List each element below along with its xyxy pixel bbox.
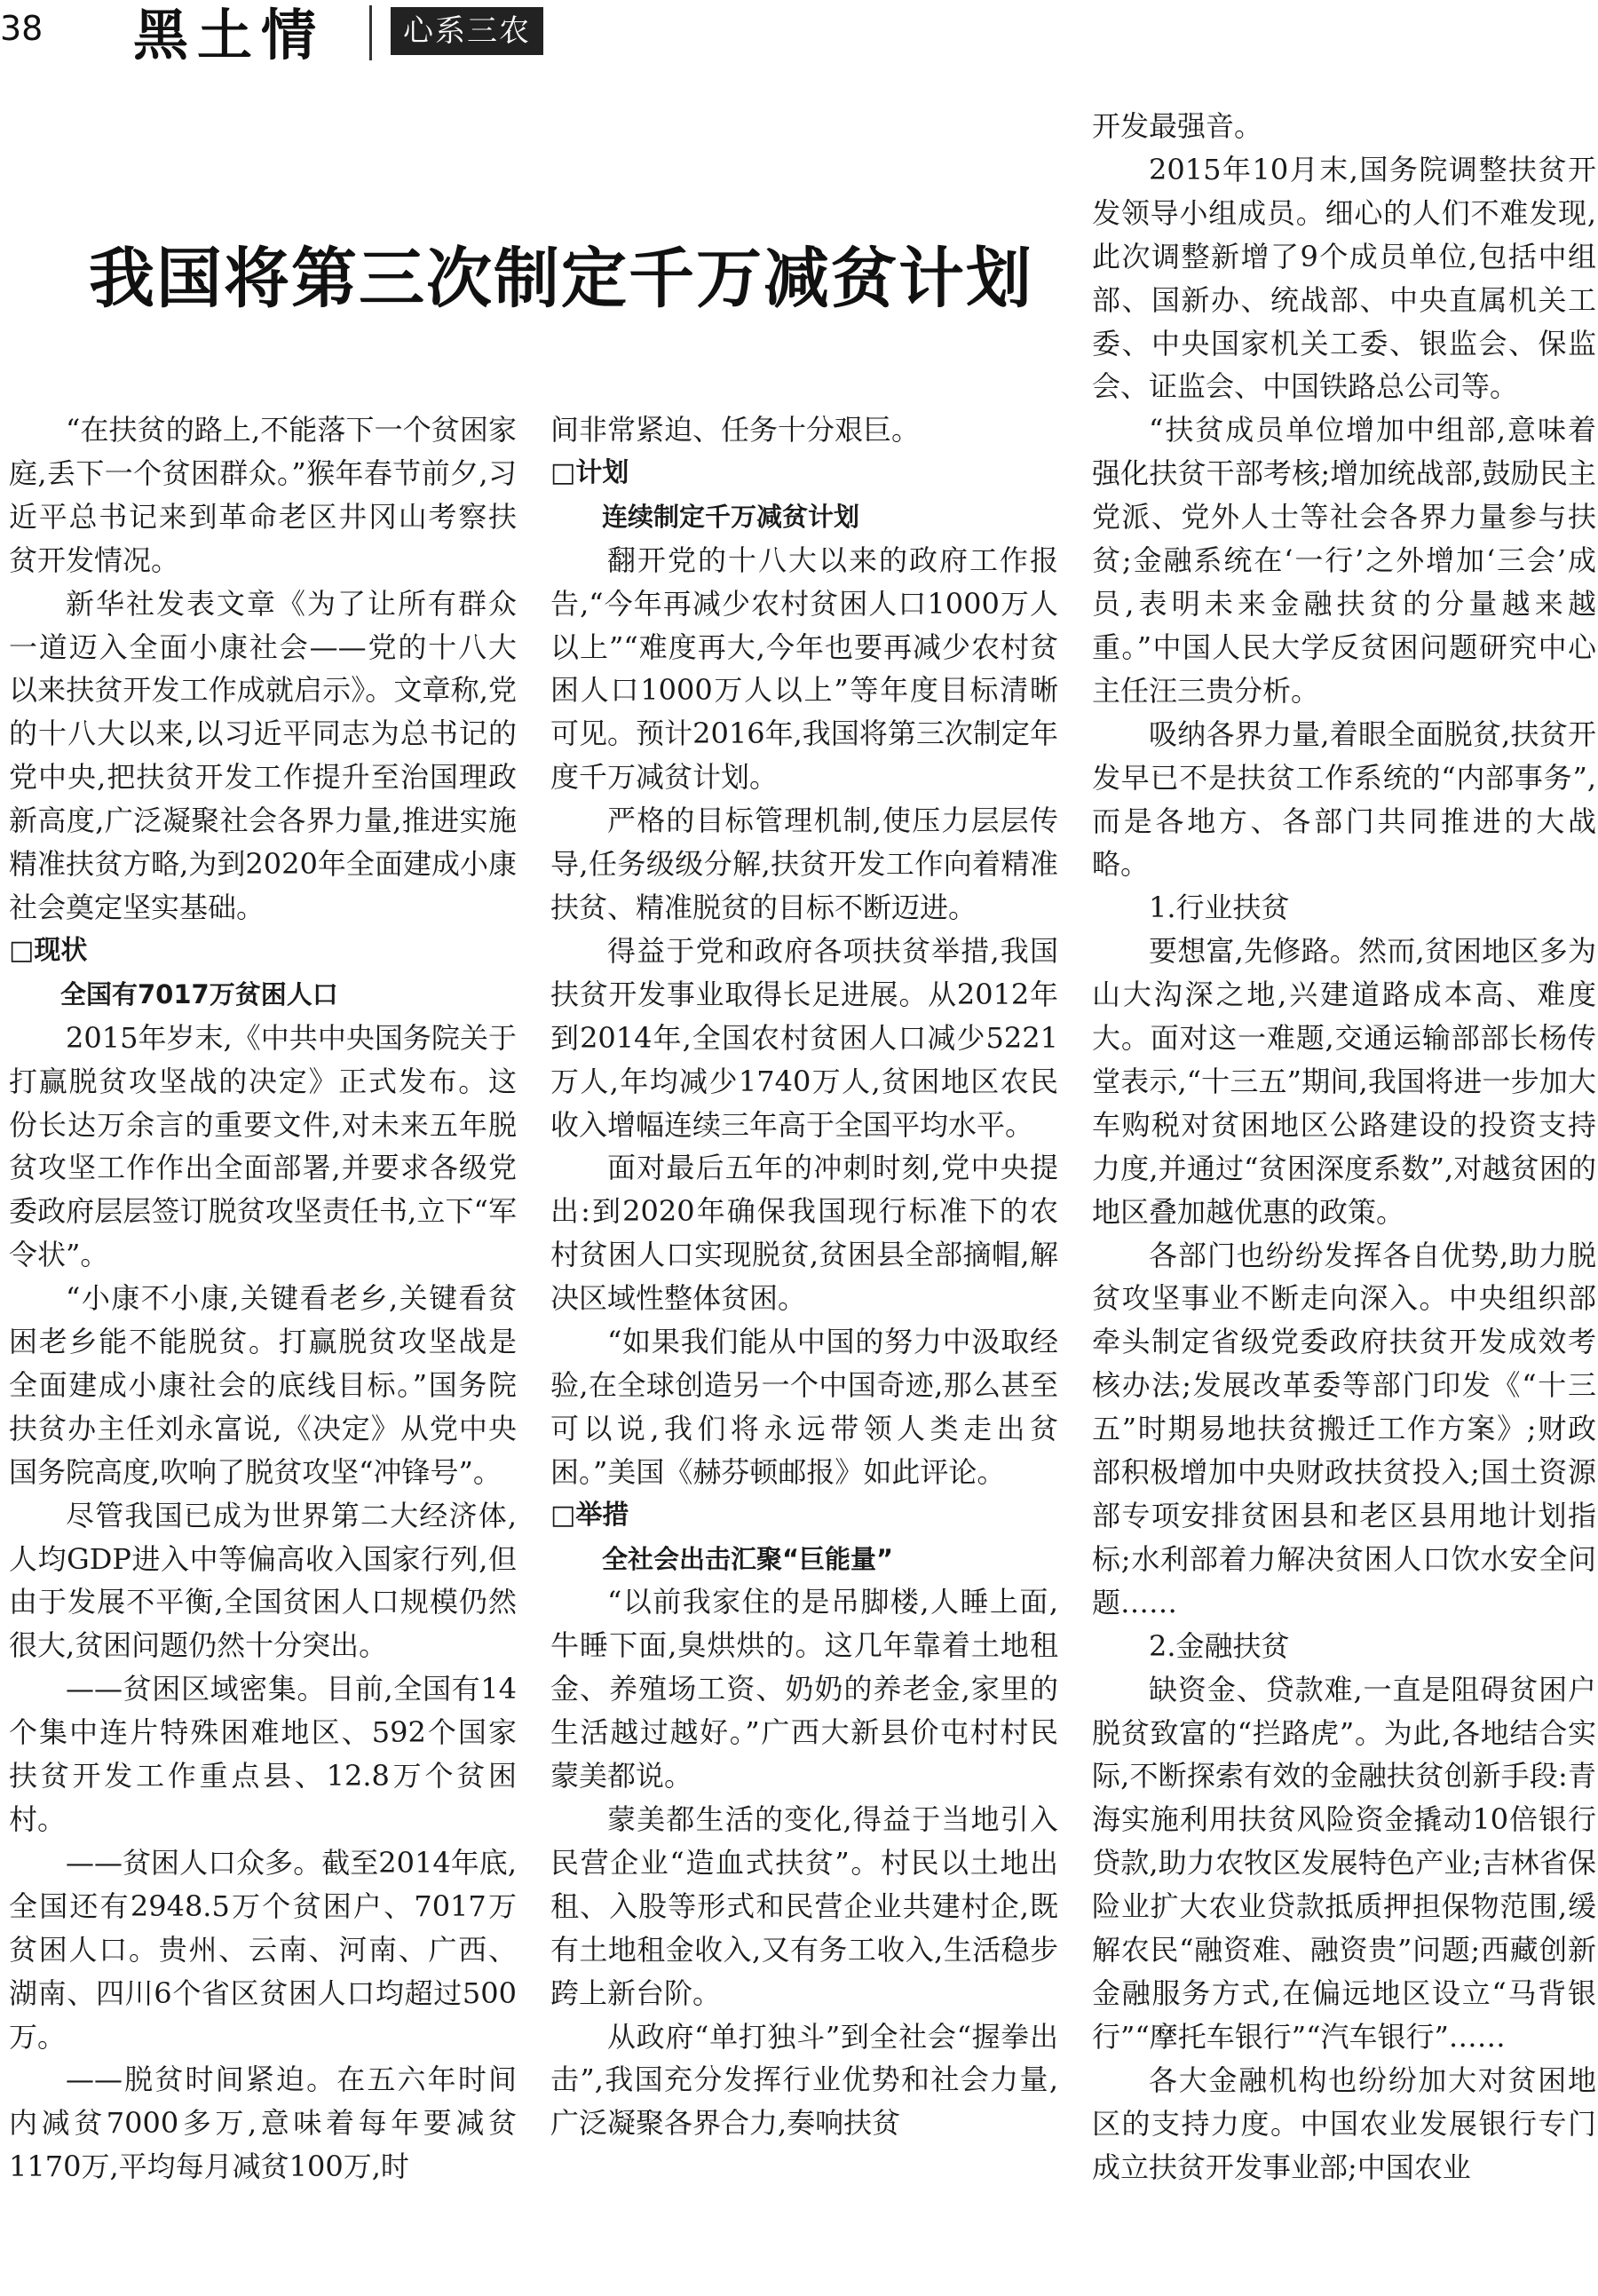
paragraph: 各部门也纷纷发挥各自优势,助力脱贫攻坚事业不断走向深入。中央组织部牵头制定省级党委政府扶贫开发成效考核办法;发展改革委等部门印发《“十三五”时期易地扶贫搬迁工作方案》;财政部积极增加中央财政扶贫投入;国土资源部专项安排贫困县和老区县用地计划指标;水利部着力解决贫困人口饮水安全问题…… (1092, 1238, 1596, 1619)
paragraph-continued: 间非常紧迫、任务十分艰巨。 (550, 413, 921, 447)
paragraph: 缺资金、贷款难,一直是阻碍贫困户脱贫致富的“拦路虎”。为此,各地结合实际,不断探索有效的金融扶贫创新手段:青海实施利用扶贫风险资金撬动10倍银行贷款,助力农牧区发展特色产业;吉林省保险业扩大农业贷款抵质押担保物范围,缓解农民“融资难、融资贵”问题;西藏创新金融服务方式,在偏远地区设立“马背银行”“摩托车银行”“汽车银行”…… (1092, 1672, 1596, 2054)
masthead-divider (369, 5, 372, 60)
page-number: 38 (0, 9, 44, 48)
paragraph: 各大金融机构也纷纷加大对贫困地区的支持力度。中国农业发展银行专门成立扶贫开发事业部;中国农业 (1092, 2062, 1596, 2184)
paragraph: ——贫困区域密集。目前,全国有14个集中连片特殊困难地区、592个国家扶贫开发工作重点县、12.8万个贫困村。 (9, 1672, 517, 1836)
paragraph: 尽管我国已成为世界第二大经济体,人均GDP进入中等偏高收入国家行列,但由于发展不平衡,全国贫困人口规模仍然很大,贫困问题仍然十分突出。 (9, 1498, 517, 1663)
section-heading-measures: □举措 (550, 1499, 629, 1531)
paragraph: 蒙美都生活的变化,得益于当地引入民营企业“造血式扶贫”。村民以土地出租、入股等形式和民营企业共建村企,既有土地租金收入,又有务工收入,生活稳步跨上新台阶。 (550, 1802, 1058, 2010)
section-heading-plan: □计划 (550, 456, 629, 488)
paragraph: “在扶贫的路上,不能落下一个贫困家庭,丢下一个贫困群众。”猴年春节前夕,习近平总书记来到革命老区井冈山考察扶贫开发情况。 (9, 413, 517, 577)
column-3 (1092, 105, 1596, 2189)
column-1 (9, 408, 517, 2189)
paragraph: ——贫困人口众多。截至2014年底,全国还有2948.5万个贫困户、7017万贫困人口。贵州、云南、河南、广西、湖南、四川6个省区贫困人口均超过500万。 (9, 1845, 517, 2054)
section-tag: 心系三农 (391, 7, 543, 55)
list-heading-industry: 1.行业扶贫 (1149, 891, 1290, 925)
list-heading-finance: 2.金融扶贫 (1149, 1628, 1290, 1663)
paragraph: 吸纳各界力量,着眼全面脱贫,扶贫开发早已不是扶贫工作系统的“内部事务”,而是各地方、各部门共同推进的大战略。 (1092, 717, 1596, 882)
paragraph: 2015年10月末,国务院调整扶贫开发领导小组成员。细心的人们不难发现,此次调整新增了9个成员单位,包括中组部、国新办、统战部、中央直属机关工委、中央国家机关工委、银监会、保监会、证监会、中国铁路总公司等。 (1092, 152, 1596, 404)
paragraph: “小康不小康,关键看老乡,关键看贫困老乡能不能脱贫。打赢脱贫攻坚战是全面建成小康社会的底线目标。”国务院扶贫办主任刘永富说,《决定》从党中央国务院高度,吹响了脱贫攻坚“冲锋号”。 (9, 1281, 517, 1489)
paragraph: “扶贫成员单位增加中组部,意味着强化扶贫干部考核;增加统战部,鼓励民主党派、党外人士等社会各界力量参与扶贫;金融系统在‘一行’之外增加‘三会’成员,表明未来金融扶贫的分量越来越重。”中国人民大学反贫困问题研究中心主任汪三贵分析。 (1092, 413, 1596, 708)
paragraph: “以前我家住的是吊脚楼,人睡上面,牛睡下面,臭烘烘的。这几年靠着土地租金、养殖场工资、奶奶的养老金,家里的生活越过越好。”广西大新县价屯村村民蒙美都说。 (550, 1585, 1058, 1793)
subheading: 全国有7017万贫困人口 (60, 978, 338, 1009)
paragraph: 2015年岁末,《中共中央国务院关于打赢脱贫攻坚战的决定》正式发布。这份长达万余言的重要文件,对未来五年脱贫攻坚工作作出全面部署,并要求各级党委政府层层签订脱贫攻坚责任书,立下“军令状”。 (9, 1020, 517, 1272)
paragraph: “如果我们能从中国的努力中汲取经验,在全球创造另一个中国奇迹,那么甚至可以说,我们将永远带领人类走出贫困。”美国《赫芬顿邮报》如此评论。 (550, 1325, 1058, 1489)
paragraph: ——脱贫时间紧迫。在五六年时间内减贫7000多万,意味着每年要减贫1170万,平均每月减贫100万,时 (9, 2062, 517, 2184)
paragraph: 严格的目标管理机制,使压力层层传导,任务级级分解,扶贫开发工作向着精准扶贫、精准脱贫的目标不断迈进。 (550, 804, 1058, 924)
paragraph: 新华社发表文章《为了让所有群众一道迈入全面小康社会——党的十八大以来扶贫开发工作成就启示》。文章称,党的十八大以来,以习近平同志为总书记的党中央,把扶贫开发工作提升至治国理政新高度,广泛凝聚社会各界力量,推进实施精准扶贫方略,为到2020年全面建成小康社会奠定坚实基础。 (9, 586, 517, 924)
column-2 (550, 408, 1058, 2145)
paragraph: 翻开党的十八大以来的政府工作报告,“今年再减少农村贫困人口1000万人以上”“难度再大,今年也要再减少农村贫困人口1000万人以上”等年度目标清晰可见。预计2016年,我国将第三次制定年度千万减贫计划。 (550, 542, 1058, 795)
section-heading-status: □现状 (9, 934, 88, 966)
subheading: 全社会出击汇聚“巨能量” (602, 1543, 894, 1574)
paragraph: 要想富,先修路。然而,贫困地区多为山大沟深之地,兴建道路成本高、难度大。面对这一难题,交通运输部部长杨传堂表示,“十三五”期间,我国将进一步加大车购税对贫困地区公路建设的投资支持力度,并通过“贫困深度系数”,对越贫困的地区叠加越优惠的政策。 (1092, 934, 1596, 1229)
paragraph: 从政府“单打独斗”到全社会“握拳出击”,我国充分发挥行业优势和社会力量,广泛凝聚各界合力,奏响扶贫 (550, 2019, 1058, 2141)
article-title: 我国将第三次制定千万减贫计划 (89, 241, 1033, 317)
paragraph: 面对最后五年的冲刺时刻,党中央提出:到2020年确保我国现行标准下的农村贫困人口实现脱贫,贫困县全部摘帽,解决区域性整体贫困。 (550, 1151, 1058, 1316)
masthead-logo: 黑土情 (133, 3, 326, 67)
paragraph-continued: 开发最强音。 (1092, 109, 1263, 143)
paragraph: 得益于党和政府各项扶贫举措,我国扶贫开发事业取得长足进展。从2012年到2014年,全国农村贫困人口减少5221万人,年均减少1740万人,贫困地区农民收入增幅连续三年高于全国平均水平。 (550, 933, 1058, 1142)
subheading: 连续制定千万减贫计划 (602, 501, 860, 532)
